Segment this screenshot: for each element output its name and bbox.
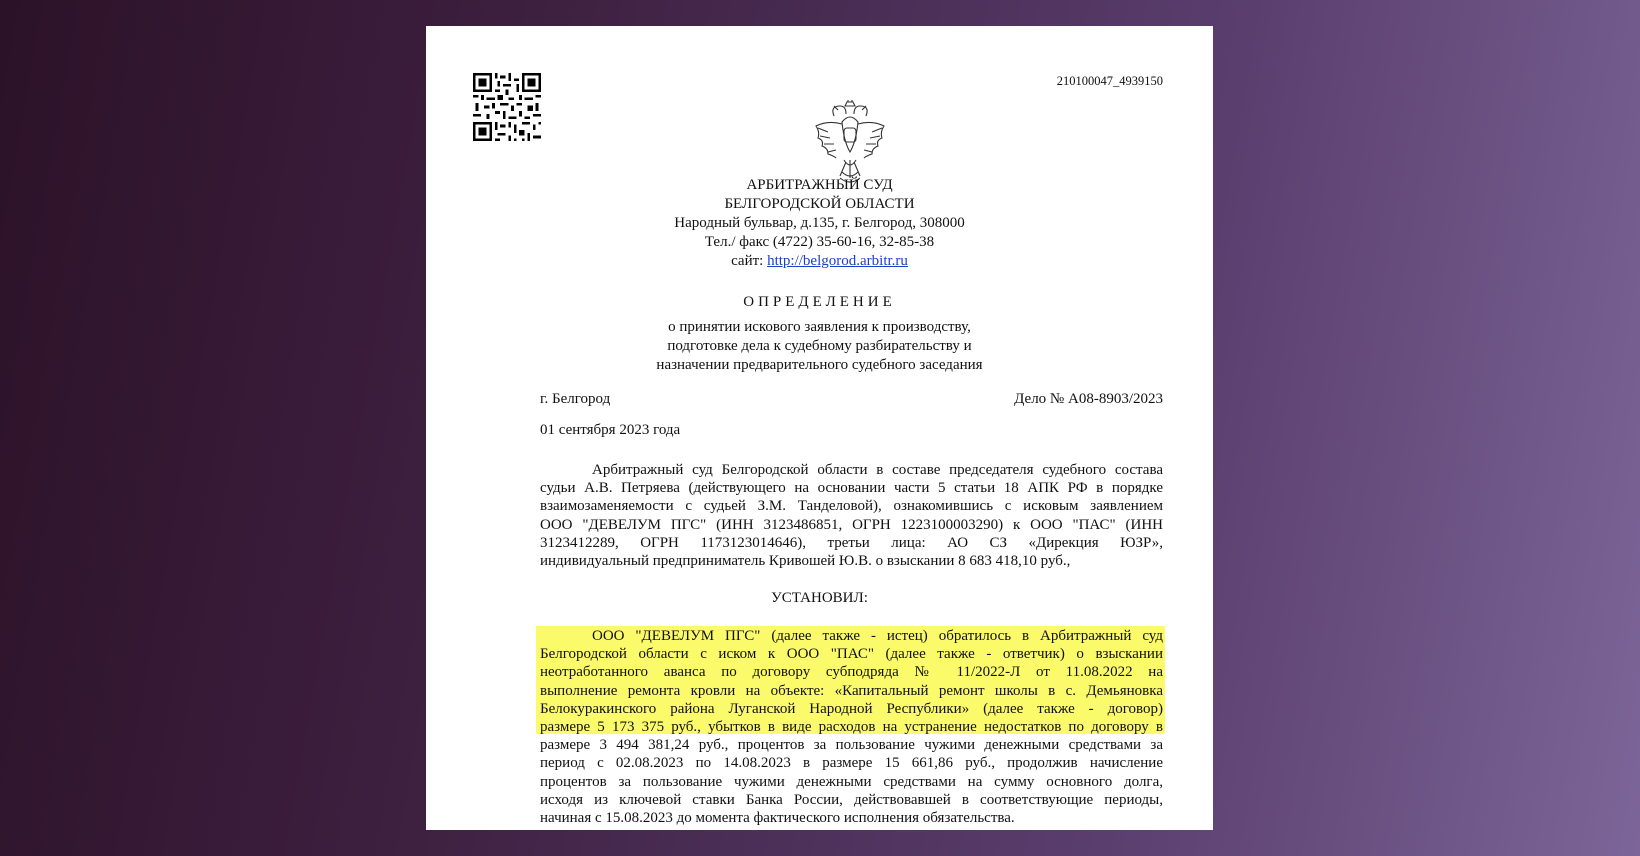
court-site-link[interactable]: http://belgorod.arbitr.ru — [767, 253, 908, 269]
paragraph-line: 3123412289, ОГРН 1173123014646), третьи лица: АО СЗ «Дирекция ЮЗР», — [540, 534, 1163, 551]
document-date: 01 сентября 2023 года — [540, 422, 681, 438]
paragraph-line: неотработанного аванса по договору субподряда № 11/2022-Л от 11.08.2022 на — [540, 664, 1163, 681]
paragraph-line: процентов за пользование чужими денежными средствами на сумму основного долга, — [540, 773, 1163, 790]
paragraph-line: взаимозаменяемости с судьей З.М. Танделовой), ознакомившись с исковым заявлением — [540, 498, 1163, 515]
court-site-label: сайт: — [731, 253, 768, 269]
paragraph-line: период с 02.08.2023 по 14.08.2023 в размере 15 661,86 руб., продолжив начисление — [540, 755, 1163, 772]
intro-paragraph — [540, 461, 1163, 570]
court-header — [426, 176, 1213, 271]
qr-code — [473, 73, 541, 141]
paragraph-line: индивидуальный предприниматель Кривошей Ю.В. о взыскании 8 683 418,10 руб., — [540, 553, 1071, 570]
paragraph-line: размере 5 173 375 руб., убытков в виде расходов на устранение недостатков по договору в — [540, 719, 1163, 736]
court-phone: Тел./ факс (4722) 35-60-16, 32-85-38 — [704, 234, 935, 250]
document-id: 210100047_4939150 — [1056, 74, 1163, 88]
paragraph-line: начиная с 15.08.2023 до момента фактического исполнения обязательства. — [540, 810, 1015, 827]
paragraph-line: размере 3 494 381,24 руб., процентов за пользование чужими денежными средствами за — [540, 737, 1163, 754]
city: г. Белгород — [540, 391, 611, 407]
subtitle-line: назначении предварительного судебного заседания — [656, 357, 983, 373]
body-paragraph — [540, 627, 1163, 827]
court-address: Народный бульвар, д.135, г. Белгород, 308000 — [674, 215, 965, 231]
case-number: Дело № А08-8903/2023 — [1014, 391, 1163, 407]
paragraph-line: судьи А.В. Петряева (действующего на основании части 5 статьи 18 АПК РФ в порядке — [540, 480, 1163, 497]
coat-of-arms-icon — [812, 100, 888, 186]
paragraph-line: выполнение ремонта кровли на объекте: «Капитальный ремонт школы в с. Демьяновка — [540, 682, 1163, 699]
court-name-line1: АРБИТРАЖНЫЙ СУД — [746, 177, 893, 193]
paragraph-line: Белокуракинского района Луганской Народной Республики» (далее также - договор) — [540, 700, 1163, 717]
city-case-row — [540, 391, 1163, 408]
court-name-line2: БЕЛГОРОДСКОЙ ОБЛАСТИ — [724, 196, 915, 212]
document-subtitle — [426, 318, 1213, 375]
document-page — [426, 26, 1213, 830]
paragraph-line: Арбитражный суд Белгородской области в составе председателя судебного состава — [592, 462, 1163, 478]
paragraph-line: ООО "ДЕВЕЛУМ ПГС" (ИНН 3123486851, ОГРН 1223100003290) к ООО "ПАС" (ИНН — [540, 516, 1163, 533]
paragraph-line: Белгородской области с иском к ООО "ПАС" (далее также - ответчик) о взыскании — [540, 646, 1163, 663]
court-site — [426, 252, 1213, 271]
paragraph-line: исходя из ключевой ставки Банка России, действовавшей в соответствующие периоды, — [540, 791, 1163, 808]
subtitle-line: подготовке дела к судебному разбирательству и — [667, 338, 972, 354]
subtitle-line: о принятии искового заявления к производству, — [668, 319, 971, 335]
established-heading: УСТАНОВИЛ: — [771, 590, 868, 606]
paragraph-line: ООО "ДЕВЕЛУМ ПГС" (далее также - истец) обратилось в Арбитражный суд — [592, 628, 1163, 644]
document-title: ОПРЕДЕЛЕНИЕ — [743, 294, 896, 310]
